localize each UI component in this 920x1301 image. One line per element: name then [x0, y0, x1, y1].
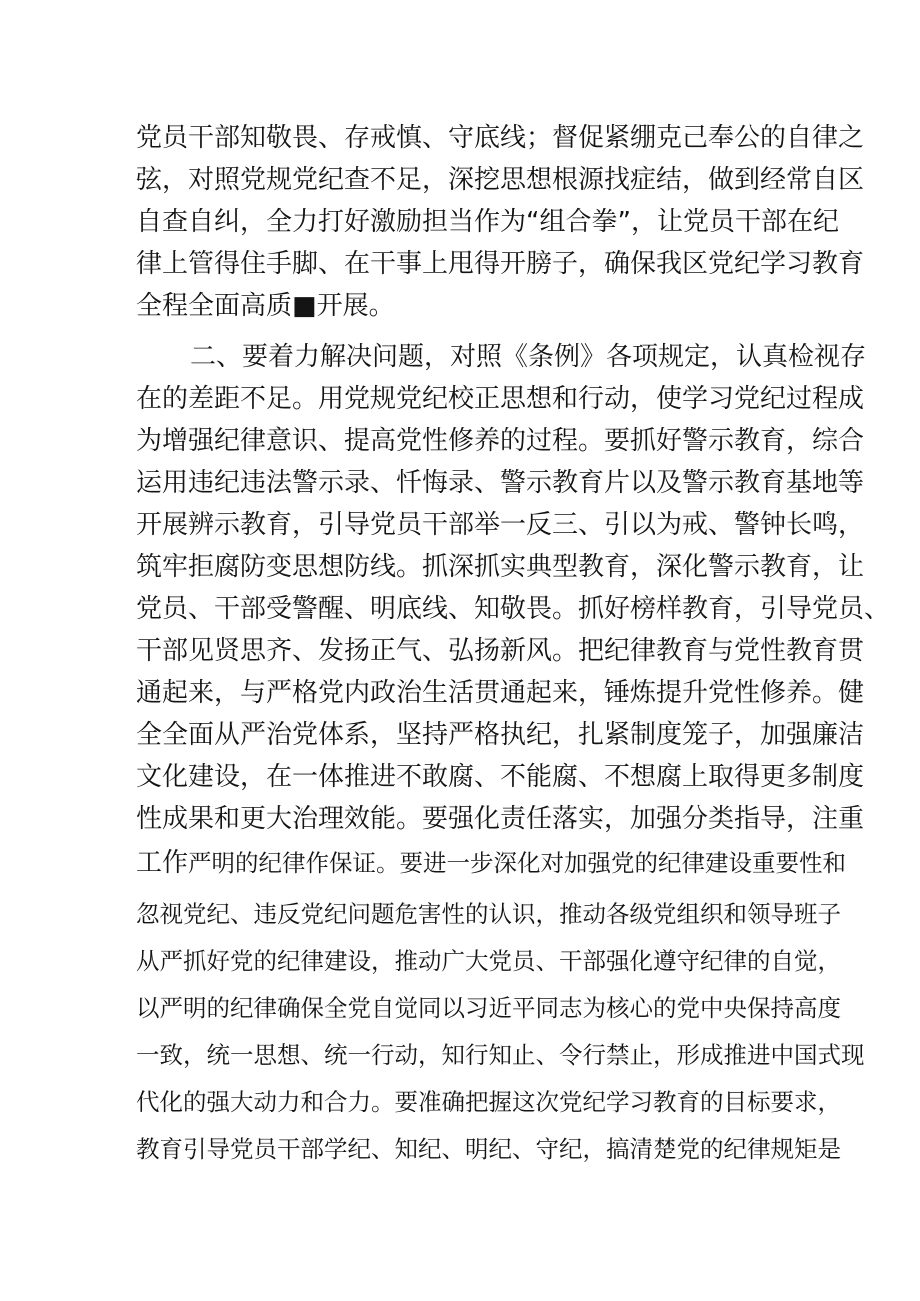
- text-line: 律上管得住手脚、在干事上甩得开膀子，确保我区党纪学习教育: [136, 249, 865, 279]
- text-line: 党员干部知敬畏、存戒慎、守底线；督促紧绷克己奉公的自律之: [136, 123, 865, 153]
- text-line: 从严抓好党的纪律建设，推动广大党员、干部强化遵守纪律的自觉，: [136, 947, 841, 975]
- text-line: 在的差距不足。用党规党纪校正思想和行动，使学习党纪过程成: [136, 384, 865, 414]
- text-line: 全全面从严治党体系，坚持严格执纪，扎紧制度笼子，加强廉洁: [136, 720, 865, 750]
- text-line: 运用违纪违法警示录、忏悔录、警示教育片以及警示教育基地等: [136, 468, 865, 498]
- text-line: 干部见贤思齐、发扬正气、弘扬新风。把纪律教育与党性教育贯: [136, 636, 865, 666]
- text-line: 教育引导党员干部学纪、知纪、明纪、守纪，搞清楚党的纪律规矩是: [136, 1135, 841, 1163]
- paragraph-start-line: 二、要着力解决问题，对照《条例》各项规定，认真检视存: [190, 342, 867, 372]
- text-line: 筑牢拒腐防变思想防线。抓深抓实典型教育，深化警示教育，让: [136, 552, 865, 582]
- text-line: 全程全面高质■开展。: [136, 291, 395, 321]
- text-line: 代化的强大动力和合力。要准确把握这次党纪学习教育的目标要求，: [136, 1088, 841, 1116]
- text-line: 忽视党纪、违反党纪问题危害性的认识，推动各级党组织和领导班子: [136, 900, 841, 928]
- text-segment: 严明的纪律作保证。要进一步深化对加强党的纪律建设重要性和: [188, 849, 847, 877]
- text-line: 为增强纪律意识、提高党性修养的过程。要抓好警示教育，综合: [136, 426, 865, 456]
- text-line: 以严明的纪律确保全党自觉同以习近平同志为核心的党中央保持高度: [136, 994, 841, 1022]
- text-line: 性成果和更大治理效能。要强化责任落实，加强分类指导，注重: [136, 804, 865, 834]
- text-line: 一致，统一思想、统一行动，知行知止、令行禁止，形成推进中国式现: [136, 1041, 865, 1069]
- text-line: 党员、干部受警醒、明底线、知敬畏。抓好榜样教育，引导党员、: [136, 594, 891, 624]
- text-line: 弦，对照党规党纪查不足，深挖思想根源找症结，做到经常自区: [136, 165, 865, 195]
- mixed-font-line: [136, 842, 846, 879]
- text-line: 开展辨示教育，引导党员干部举一反三、引以为戒、警钟长鸣，: [136, 510, 865, 540]
- text-segment: 工作: [136, 848, 189, 878]
- text-line: 通起来，与严格党内政治生活贯通起来，锤炼提升党性修养。健: [136, 678, 865, 708]
- text-line: 文化建设，在一体推进不敢腐、不能腐、不想腐上取得更多制度: [136, 762, 865, 792]
- text-line: 自查自纠，全力打好激励担当作为“组合拳”，让党员干部在纪: [136, 207, 839, 237]
